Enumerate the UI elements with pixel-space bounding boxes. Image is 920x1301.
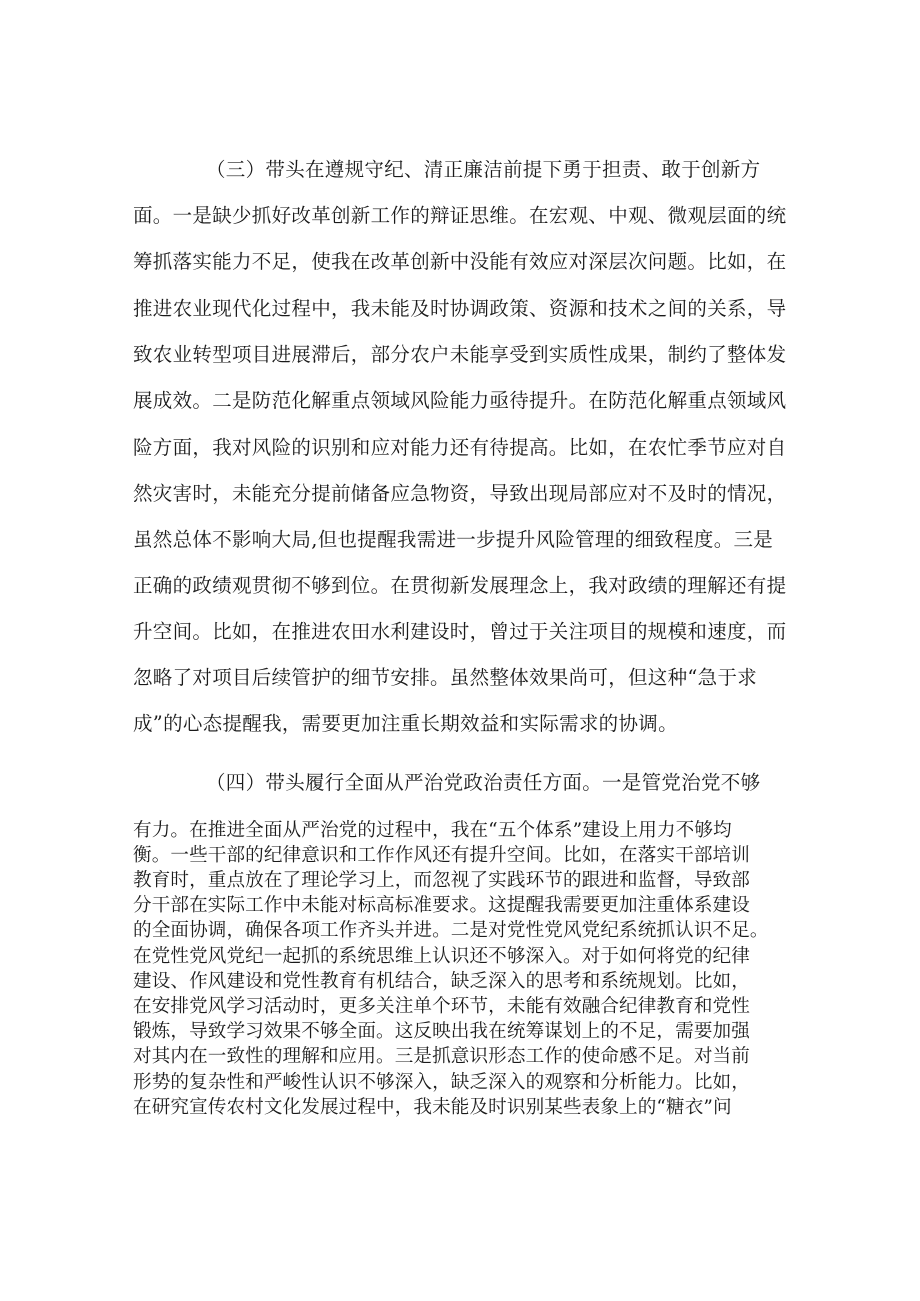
paragraph-line: 有力。在推进全面从严治党的过程中，我在“五个体系”建设上用力不够均 [133, 820, 732, 841]
paragraph-line: 分干部在实际工作中未能对标高标准要求。这提醒我需要更加注重体系建设 [133, 895, 750, 916]
paragraph-line: 忽略了对项目后续管护的细节安排。虽然整体效果尚可，但这种“急于求 [133, 666, 758, 689]
paragraph-line: 的全面协调，确保各项工作齐头并进。二是对党性党风党纪系统抓认识不足。 [133, 920, 769, 941]
paragraph-line: 教育时，重点放在了理论学习上，而忽视了实践环节的跟进和监督，导致部 [133, 870, 750, 891]
paragraph-line: 升空间。比如，在推进农田水利建设时，曾过于关注项目的规模和速度，而 [133, 620, 787, 643]
paragraph-line: 险方面，我对风险的识别和应对能力还有待提高。比如，在农忙季节应对自 [133, 436, 787, 459]
paragraph-line: 然灾害时，未能充分提前储备应急物资，导致出现局部应对不及时的情况， [133, 482, 787, 505]
paragraph-line: 筹抓落实能力不足，使我在改革创新中没能有效应对深层次问题。比如，在 [133, 250, 787, 273]
paragraph-line: 展成效。二是防范化解重点领域风险能力亟待提升。在防范化解重点领域风 [133, 389, 787, 412]
paragraph-line: 建设、作风建设和党性教育有机结合，缺乏深入的思考和系统规划。比如， [133, 971, 750, 992]
paragraph-line: 虽然总体不影响大局,但也提醒我需进一步提升风险管理的细致程度。三是 [133, 528, 774, 551]
paragraph-line: 在研究宣传农村文化发展过程中，我未能及时识别某些表象上的“糖衣”问 [133, 1097, 732, 1118]
paragraph-line: 成”的心态提醒我，需要更加注重长期效益和实际需求的协调。 [133, 712, 678, 735]
paragraph-line: 正确的政绩观贯彻不够到位。在贯彻新发展理念上，我对政绩的理解还有提 [133, 574, 787, 597]
paragraph-line: 在党性党风党纪一起抓的系统思维上认识还不够深入。对于如何将党的纪律 [133, 946, 750, 967]
paragraph-line: 面。一是缺少抓好改革创新工作的辩证思维。在宏观、中观、微观层面的统 [133, 204, 787, 227]
paragraph-line: 在安排党风学习活动时，更多关注单个环节，未能有效融合纪律教育和党性 [133, 996, 750, 1017]
paragraph-line: 致农业转型项目进展滞后，部分农户未能享受到实质性成果，制约了整体发 [133, 343, 787, 366]
section-three-heading-line: （三）带头在遵规守纪、清正廉洁前提下勇于担责、敢于创新方 [206, 158, 761, 181]
paragraph-line: 锻炼，导致学习效果不够全面。这反映出我在统筹谋划上的不足，需要加强 [133, 1021, 750, 1042]
paragraph-line: 推进农业现代化过程中，我未能及时协调政策、资源和技术之间的关系，导 [133, 297, 787, 320]
paragraph-line: 衡。一些干部的纪律意识和工作作风还有提升空间。比如，在落实干部培训 [133, 845, 750, 866]
paragraph-line: 对其内在一致性的理解和应用。三是抓意识形态工作的使命感不足。对当前 [133, 1046, 750, 1067]
section-four-heading-line: （四）带头履行全面从严治党政治责任方面。一是管党治党不够 [206, 771, 761, 794]
paragraph-line: 形势的复杂性和严峻性认识不够深入，缺乏深入的观察和分析能力。比如， [133, 1072, 750, 1093]
